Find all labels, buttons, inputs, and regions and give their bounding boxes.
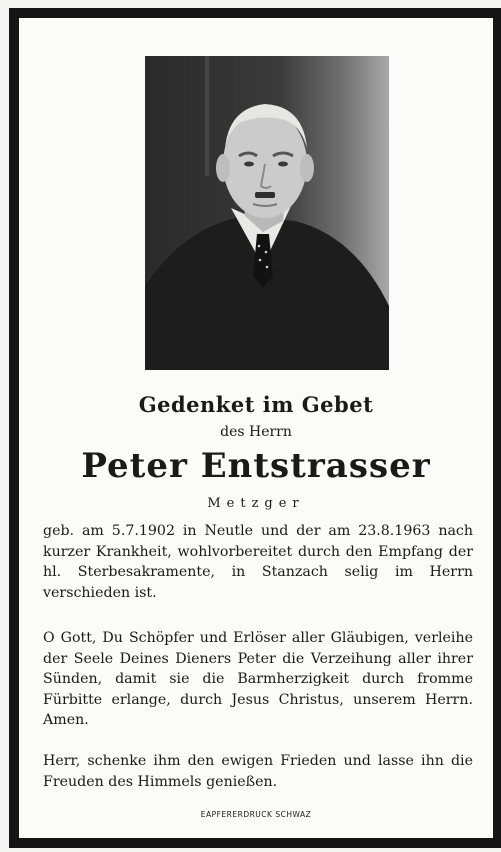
prayer-paragraph: O Gott, Du Schöpfer und Erlöser aller Gläubigen, verleihe der Seele Deines Dieners Peter die Verzeihung aller ihrer Sünden, damit sie die Barmherzigkeit durch fromme Fürbitte erlange, durch Jesus Christus, unserem Herrn. Amen. [43, 630, 473, 728]
heading: Gedenket im Gebet [138, 392, 374, 417]
portrait-photo [145, 56, 389, 370]
printer-credit: EAPFERERDRUCK SCHWAZ [200, 810, 312, 819]
occupation: Metzger [207, 496, 305, 511]
blessing-paragraph: Herr, schenke ihm den ewigen Frieden und lasse ihn die Freuden des Himmels genießen. [43, 753, 473, 790]
salutation: des Herrn [220, 424, 292, 440]
deceased-name: Peter Entstrasser [81, 446, 431, 486]
biography-paragraph: geb. am 5.7.1902 in Neutle und der am 23.8.1963 nach kurzer Krankheit, wohlvorbereitet durch den Empfang der hl. Sterbesakramente, in Stanzach selig im Herrn verschieden ist. [43, 523, 473, 601]
memorial-card [9, 8, 501, 848]
